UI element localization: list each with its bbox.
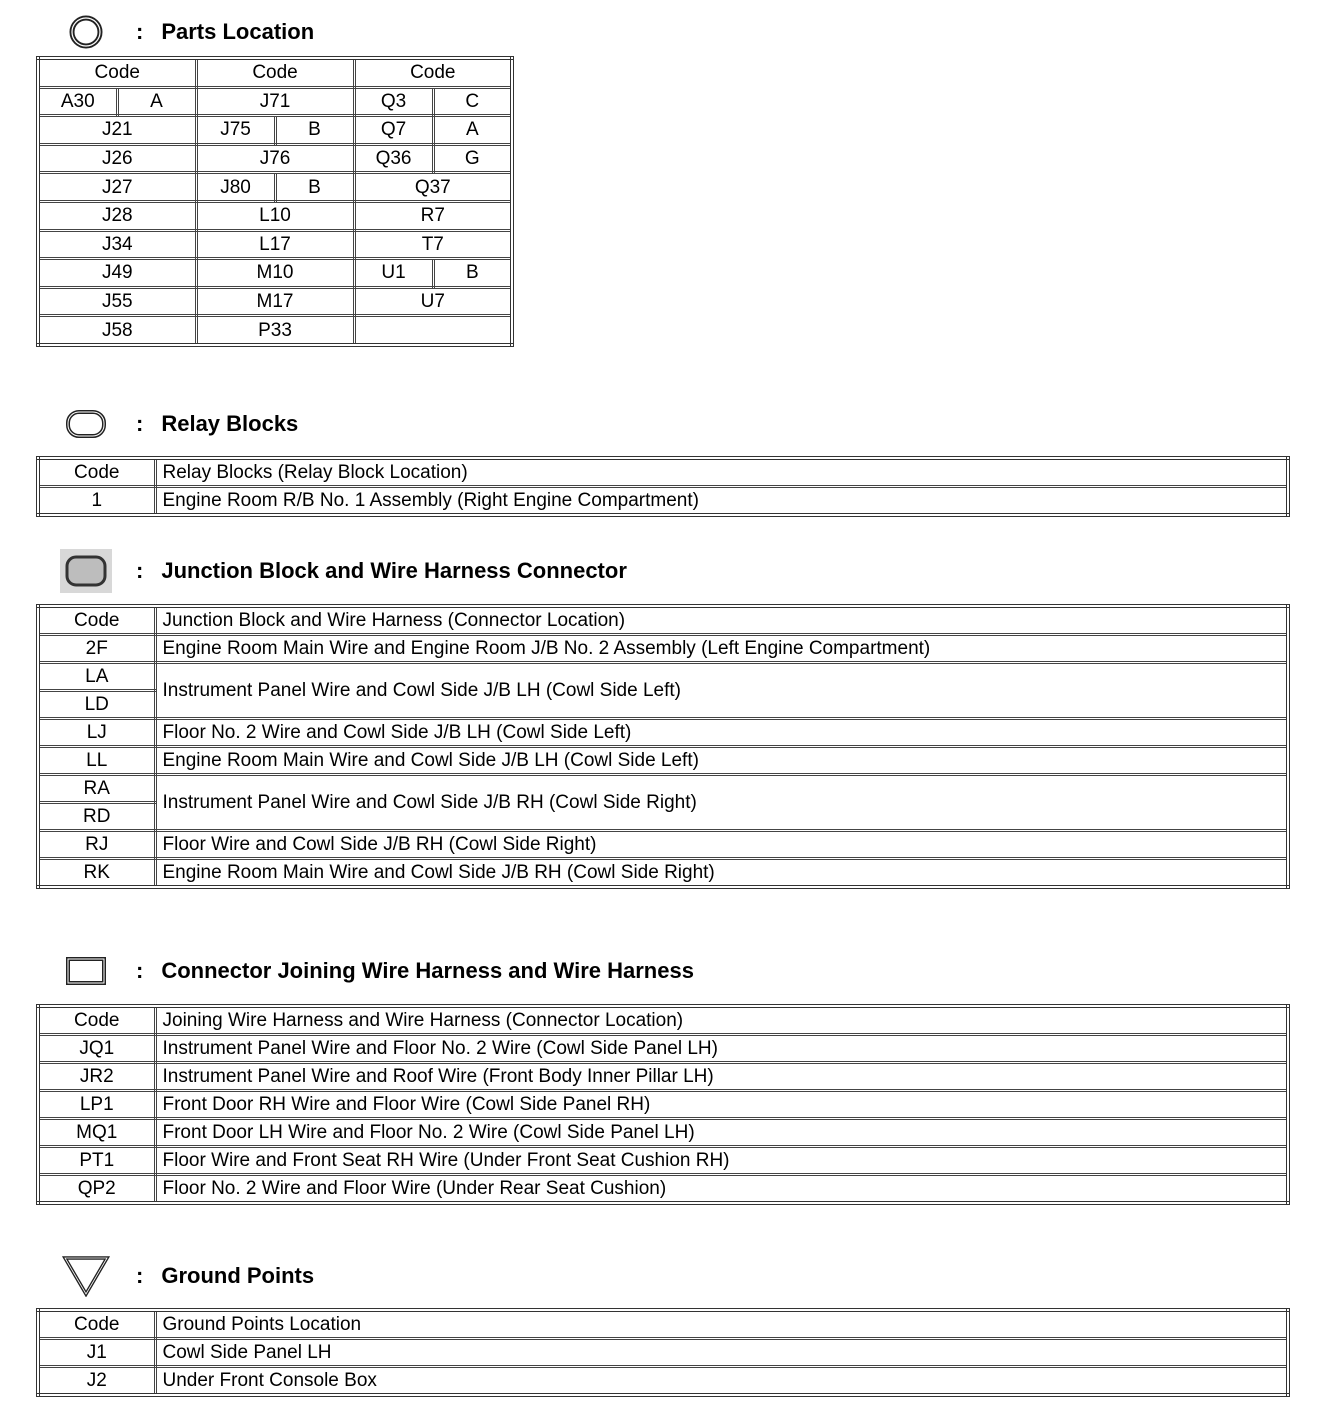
section-title: Relay Blocks [161, 411, 299, 436]
heading-colon: : [136, 958, 144, 983]
code-cell: LP1 [38, 1091, 155, 1119]
location-column-header: Junction Block and Wire Harness (Connector Location) [155, 606, 1288, 635]
parts-location-table [36, 56, 514, 347]
table-row [38, 1175, 1288, 1204]
table-row [38, 747, 1288, 775]
table-row [38, 1091, 1288, 1119]
column-header: Code [38, 58, 196, 87]
part-code-cell: P33 [196, 316, 354, 345]
code-column-header: Code [38, 458, 155, 487]
location-cell: Instrument Panel Wire and Cowl Side J/B LH (Cowl Side Left) [155, 663, 1288, 719]
table-row [38, 259, 512, 288]
location-column-header: Relay Blocks (Relay Block Location) [155, 458, 1288, 487]
table-row [38, 173, 512, 202]
location-cell: Front Door RH Wire and Floor Wire (Cowl Side Panel RH) [155, 1091, 1288, 1119]
part-code-cell: J71 [196, 87, 354, 116]
part-suffix-cell: B [275, 116, 354, 145]
code-cell: 1 [38, 487, 155, 516]
location-cell: Front Door LH Wire and Floor No. 2 Wire (Cowl Side Panel LH) [155, 1119, 1288, 1147]
part-code-cell: T7 [354, 230, 512, 259]
connector-joining-heading [56, 951, 694, 991]
table-row [38, 87, 512, 116]
code-cell: J2 [38, 1367, 155, 1396]
section-title: Parts Location [161, 19, 315, 44]
location-cell: Instrument Panel Wire and Roof Wire (Front Body Inner Pillar LH) [155, 1063, 1288, 1091]
table-header-row [38, 606, 1288, 635]
location-cell: Engine Room Main Wire and Cowl Side J/B RH (Cowl Side Right) [155, 859, 1288, 888]
circle-icon [56, 12, 116, 52]
part-suffix-cell: B [433, 259, 512, 288]
location-cell: Instrument Panel Wire and Floor No. 2 Wire (Cowl Side Panel LH) [155, 1035, 1288, 1063]
table-row [38, 1035, 1288, 1063]
table-row [38, 230, 512, 259]
part-code-cell: J21 [38, 116, 196, 145]
parts-location-body [38, 58, 512, 345]
heading-colon: : [136, 411, 144, 436]
code-cell: RD [38, 803, 155, 831]
column-header: Code [354, 58, 512, 87]
part-code-cell: J80 [196, 173, 275, 202]
heading-colon: : [136, 558, 144, 583]
part-code-cell: M17 [196, 287, 354, 316]
heading-colon: : [136, 19, 144, 44]
location-cell: Cowl Side Panel LH [155, 1339, 1288, 1367]
table-header-row [38, 58, 512, 87]
table-row [38, 663, 1288, 691]
rectangle-icon [56, 951, 116, 991]
part-code-cell: J55 [38, 287, 196, 316]
connector-joining-table [36, 1004, 1290, 1205]
location-cell: Floor No. 2 Wire and Floor Wire (Under Rear Seat Cushion) [155, 1175, 1288, 1204]
column-header: Code [196, 58, 354, 87]
code-cell: RJ [38, 831, 155, 859]
code-cell: LA [38, 663, 155, 691]
heading-colon: : [136, 1263, 144, 1288]
down-triangle-icon [56, 1256, 116, 1296]
code-cell: J1 [38, 1339, 155, 1367]
table-header-row [38, 1006, 1288, 1035]
code-column-header: Code [38, 1006, 155, 1035]
code-cell: PT1 [38, 1147, 155, 1175]
table-row [38, 1367, 1288, 1396]
location-column-header: Ground Points Location [155, 1310, 1288, 1339]
code-column-header: Code [38, 606, 155, 635]
part-code-cell: J75 [196, 116, 275, 145]
ground-points-table [36, 1308, 1290, 1397]
part-code-cell: J27 [38, 173, 196, 202]
part-code-cell: M10 [196, 259, 354, 288]
location-cell: Floor Wire and Front Seat RH Wire (Under Front Seat Cushion RH) [155, 1147, 1288, 1175]
part-code-cell: Q36 [354, 144, 433, 173]
part-code-cell: L10 [196, 201, 354, 230]
location-cell: Floor Wire and Cowl Side J/B RH (Cowl Side Right) [155, 831, 1288, 859]
part-code-cell: J26 [38, 144, 196, 173]
part-suffix-cell: G [433, 144, 512, 173]
table-row [38, 775, 1288, 803]
section-title: Connector Joining Wire Harness and Wire Harness [161, 958, 694, 983]
part-code-cell: A30 [38, 87, 117, 116]
table-row [38, 1339, 1288, 1367]
table-row [38, 487, 1288, 516]
table-row [38, 1063, 1288, 1091]
table-row [38, 201, 512, 230]
parts-location-heading [56, 12, 314, 52]
part-code-cell: Q7 [354, 116, 433, 145]
part-code-cell: Q37 [354, 173, 512, 202]
location-column-header: Joining Wire Harness and Wire Harness (Connector Location) [155, 1006, 1288, 1035]
code-cell: RA [38, 775, 155, 803]
part-code-cell [354, 316, 512, 345]
relay-blocks-heading [56, 404, 298, 444]
part-code-cell: U1 [354, 259, 433, 288]
location-cell: Instrument Panel Wire and Cowl Side J/B RH (Cowl Side Right) [155, 775, 1288, 831]
part-suffix-cell: A [433, 116, 512, 145]
table-header-row [38, 458, 1288, 487]
code-cell: JR2 [38, 1063, 155, 1091]
rounded-rectangle-icon [56, 404, 116, 444]
code-cell: RK [38, 859, 155, 888]
part-suffix-cell: B [275, 173, 354, 202]
part-code-cell: Q3 [354, 87, 433, 116]
table-row [38, 635, 1288, 663]
part-code-cell: J58 [38, 316, 196, 345]
junction-block-table [36, 604, 1290, 889]
table-row [38, 316, 512, 345]
part-code-cell: U7 [354, 287, 512, 316]
location-cell: Engine Room R/B No. 1 Assembly (Right Engine Compartment) [155, 487, 1288, 516]
part-code-cell: J28 [38, 201, 196, 230]
part-code-cell: J76 [196, 144, 354, 173]
table-row [38, 1147, 1288, 1175]
location-cell: Engine Room Main Wire and Cowl Side J/B LH (Cowl Side Left) [155, 747, 1288, 775]
code-cell: MQ1 [38, 1119, 155, 1147]
code-cell: 2F [38, 635, 155, 663]
code-column-header: Code [38, 1310, 155, 1339]
junction-block-heading [56, 551, 627, 591]
code-cell: QP2 [38, 1175, 155, 1204]
ground-points-heading [56, 1256, 314, 1296]
table-row [38, 1119, 1288, 1147]
table-row [38, 287, 512, 316]
part-code-cell: J49 [38, 259, 196, 288]
part-code-cell: L17 [196, 230, 354, 259]
part-suffix-cell: C [433, 87, 512, 116]
location-cell: Engine Room Main Wire and Engine Room J/B No. 2 Assembly (Left Engine Compartment) [155, 635, 1288, 663]
shaded-rounded-rectangle-icon [56, 551, 116, 591]
table-row [38, 116, 512, 145]
code-cell: LD [38, 691, 155, 719]
code-cell: LL [38, 747, 155, 775]
section-title: Junction Block and Wire Harness Connector [161, 558, 627, 583]
location-cell: Floor No. 2 Wire and Cowl Side J/B LH (Cowl Side Left) [155, 719, 1288, 747]
table-header-row [38, 1310, 1288, 1339]
table-row [38, 859, 1288, 888]
code-cell: LJ [38, 719, 155, 747]
table-row [38, 719, 1288, 747]
part-code-cell: J34 [38, 230, 196, 259]
part-code-cell: R7 [354, 201, 512, 230]
section-title: Ground Points [161, 1263, 315, 1288]
part-suffix-cell: A [117, 87, 196, 116]
relay-blocks-table [36, 456, 1290, 517]
table-row [38, 144, 512, 173]
table-row [38, 831, 1288, 859]
location-cell: Under Front Console Box [155, 1367, 1288, 1396]
code-cell: JQ1 [38, 1035, 155, 1063]
